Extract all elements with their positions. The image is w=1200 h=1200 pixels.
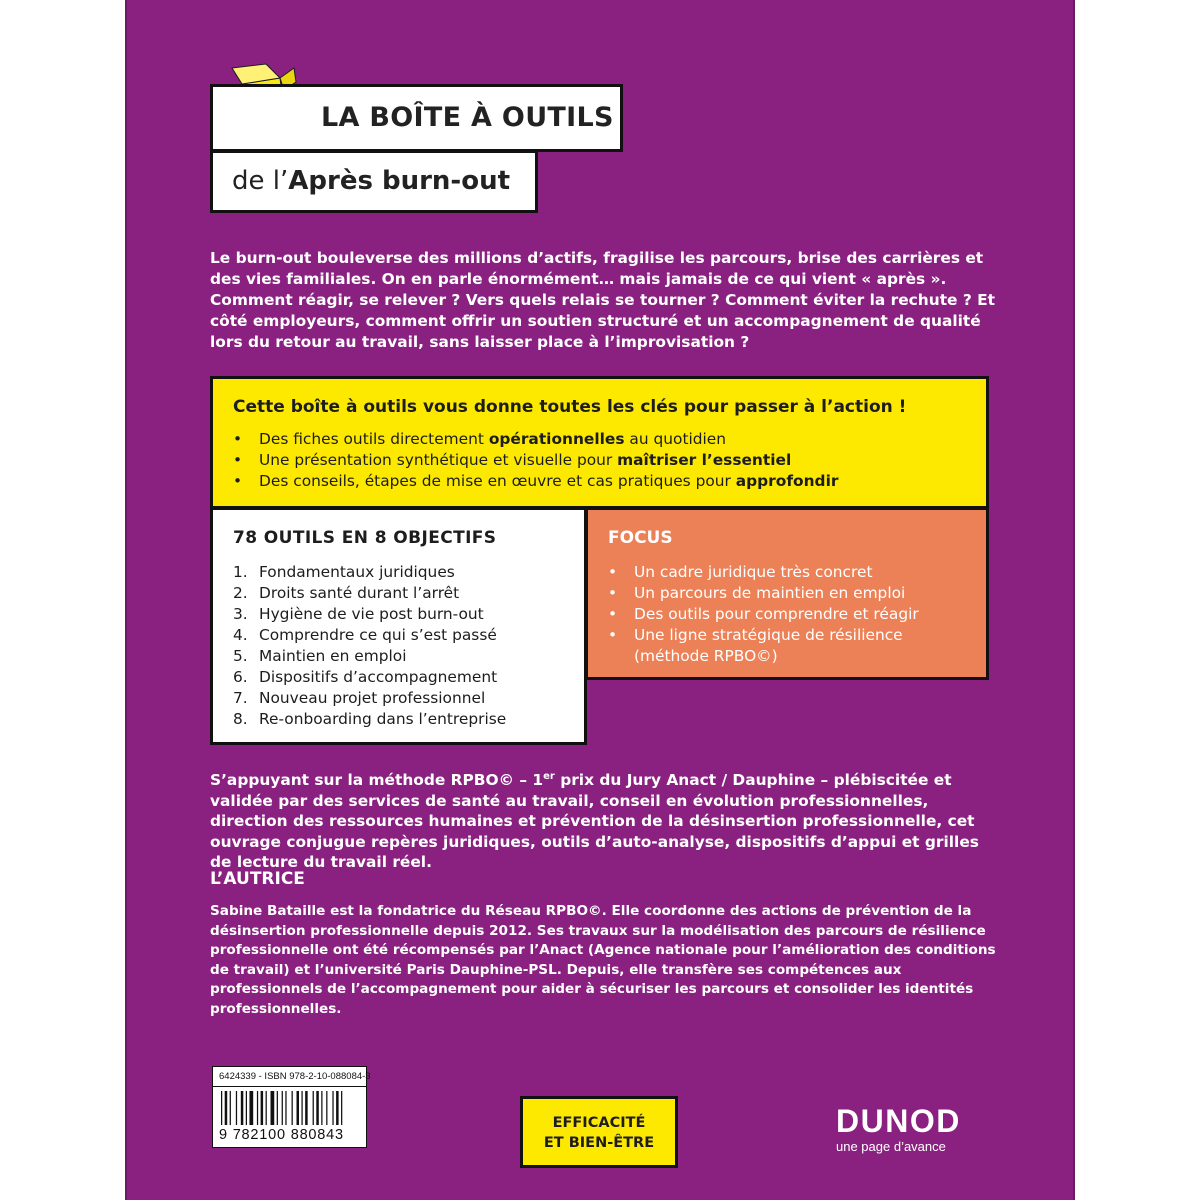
objective-number: 5. [233,647,248,665]
publisher-tagline: une page d’avance [836,1139,946,1154]
barcode-digits: 9 782100 880843 [219,1127,344,1143]
barcode-icon [221,1091,359,1125]
subtitle-box [210,150,538,213]
barcode-bar [271,1091,275,1125]
barcode-bar [321,1091,322,1125]
intro-paragraph: Le burn-out bouleverse des millions d’actifs, fragilise les parcours, brise des carrières et des vies familiales. On en parle énormément… mais jamais de ce qui vient « après ». Comment réagir, se relever ? Vers quels relais se tourner ? Comment éviter la rechute ? Et côté employeurs, comment offrir un soutien structuré et un accompagnement de qualité lors du retour au travail, sans laisser place à l’improvisation ? [210,249,996,351]
barcode-bar [292,1091,293,1125]
keys-item-bold: opérationnelles [488,430,625,448]
focus-item [608,583,978,604]
barcode-bar [332,1091,333,1125]
badge-line-2: ET BIEN-ÊTRE [543,1135,655,1151]
barcode-bar [282,1091,283,1125]
barcode-bar [313,1091,314,1125]
book-subtitle [232,166,510,196]
barcode-bar [316,1091,319,1125]
author-bio [210,902,1000,1020]
barcode-bar [261,1091,264,1125]
subtitle-bold: Après burn-out [288,166,511,196]
method-text-before: S’appuyant sur la méthode RPBO© – 1 [210,771,544,790]
objective-label: Comprendre ce qui s’est passé [259,626,497,644]
barcode-bar [266,1091,267,1125]
focus-box [585,507,989,680]
barcode-bar [301,1091,302,1125]
objectives-list [233,562,506,730]
objective-item [233,646,506,667]
barcode-bar [305,1091,308,1125]
method-superscript: er [543,771,555,782]
objective-item [233,562,506,583]
method-text-after: prix du Jury Anact / Dauphine – plébiscitée et validée par des services de santé au travail, conseil en évolution professionnelles, direction des ressources humaines et prévention de la désinsertion professionnelle, cet ouvrage conjugue repères juridiques, outils d’auto-analyse, dispositifs d’appui et grilles de lecture du travail réel. [210,771,979,872]
bullet-icon: • [608,626,618,644]
objective-number: 3. [233,605,248,623]
focus-item [608,625,978,667]
barcode-bar [326,1091,327,1125]
bullet-icon: • [233,451,243,469]
barcode-bar [221,1091,222,1125]
objective-number: 8. [233,710,248,728]
author-heading: L’AUTRICE [210,869,305,889]
bullet-icon: • [608,563,618,581]
focus-heading: FOCUS [608,528,673,548]
objective-item [233,583,506,604]
keys-list [233,429,838,492]
keys-item-text: Des fiches outils directement [259,430,489,448]
title-box [210,84,623,152]
barcode-bar [297,1091,300,1125]
subtitle-prefix: de l’ [232,166,289,196]
book-title: LA BOÎTE À OUTILS [321,102,614,133]
cover-edge-right [1073,0,1075,1200]
barcode-bar [230,1091,231,1125]
publisher-name: DUNOD [836,1103,961,1139]
barcode-bar [336,1091,339,1125]
objectives-heading: 78 OUTILS EN 8 OBJECTIFS [233,528,497,548]
focus-item [608,604,978,625]
objective-label: Hygiène de vie post burn-out [259,605,484,623]
isbn-label: 6424339 - ISBN 978-2-10-088084-3 [219,1071,371,1082]
objective-number: 4. [233,626,248,644]
objective-number: 6. [233,668,248,686]
keys-item [233,471,838,492]
barcode-bar [246,1091,247,1125]
keys-item-after: au quotidien [624,430,727,448]
barcode-bar [236,1091,237,1125]
keys-item-text: Une présentation synthétique et visuelle pour [259,451,618,469]
objective-item [233,604,506,625]
barcode-bar [277,1091,278,1125]
keys-item-bold: maîtriser l’essentiel [617,451,792,469]
objective-item [233,688,506,709]
publisher-logo [836,1105,961,1154]
keys-item-bold: approfondir [735,472,839,490]
cover-edge-left [125,0,127,1200]
focus-list [608,562,978,667]
barcode-bar [241,1091,244,1125]
isbn-barcode-box [212,1066,371,1148]
focus-item-text: Une ligne stratégique de résilience (méthode RPBO©) [634,626,903,665]
objective-label: Droits santé durant l’arrêt [259,584,460,602]
barcode-bar [341,1091,342,1125]
focus-item-text: Un parcours de maintien en emploi [634,584,906,602]
badge-line-1: EFFICACITÉ [552,1115,646,1131]
objective-label: Dispositifs d’accompagnement [259,668,498,686]
author-name: Sabine Bataille [210,903,326,919]
keys-item [233,429,838,450]
author-bio-text: est la fondatrice du Réseau RPBO©. Elle coordonne des actions de prévention de la désinsertion professionnelle depuis 2012. Ses travaux sur la modélisation des parcours de résilience professionnelle ont été récompensés par l’Anact (Agence nationale pour l’amélioration des conditions de travail) et l’université Paris Dauphine-PSL. Depuis, elle transfère ses compétences aux professionnels de l’accompagnement pour aider à sécuriser les parcours et consolider les identités professionnelles. [210,903,996,1017]
objective-item [233,709,506,730]
keys-box [210,376,989,509]
barcode-bar [285,1091,286,1125]
keys-item [233,450,838,471]
keys-item-text: Des conseils, étapes de mise en œuvre et cas pratiques pour [259,472,736,490]
method-paragraph [210,767,1000,873]
bullet-icon: • [233,472,243,490]
barcode-bar [225,1091,228,1125]
objective-item [233,625,506,646]
isbn-divider [213,1086,366,1087]
keys-heading: Cette boîte à outils vous donne toutes les clés pour passer à l’action ! [233,397,907,417]
barcode-bar [257,1091,258,1125]
focus-item-text: Un cadre juridique très concret [634,563,873,581]
objective-number: 1. [233,563,248,581]
bullet-icon: • [608,584,618,602]
objective-number: 2. [233,584,248,602]
objectives-box [210,507,587,745]
focus-item-text: Des outils pour comprendre et réagir [634,605,919,623]
bullet-icon: • [608,605,618,623]
objective-item [233,667,506,688]
objective-label: Re-onboarding dans l’entreprise [259,710,507,728]
objective-number: 7. [233,689,248,707]
objective-label: Nouveau projet professionnel [259,689,486,707]
barcode-bar [249,1091,253,1125]
focus-item [608,562,978,583]
bullet-icon: • [233,430,243,448]
objective-label: Fondamentaux juridiques [259,563,455,581]
objective-label: Maintien en emploi [259,647,407,665]
collection-badge [520,1096,678,1168]
